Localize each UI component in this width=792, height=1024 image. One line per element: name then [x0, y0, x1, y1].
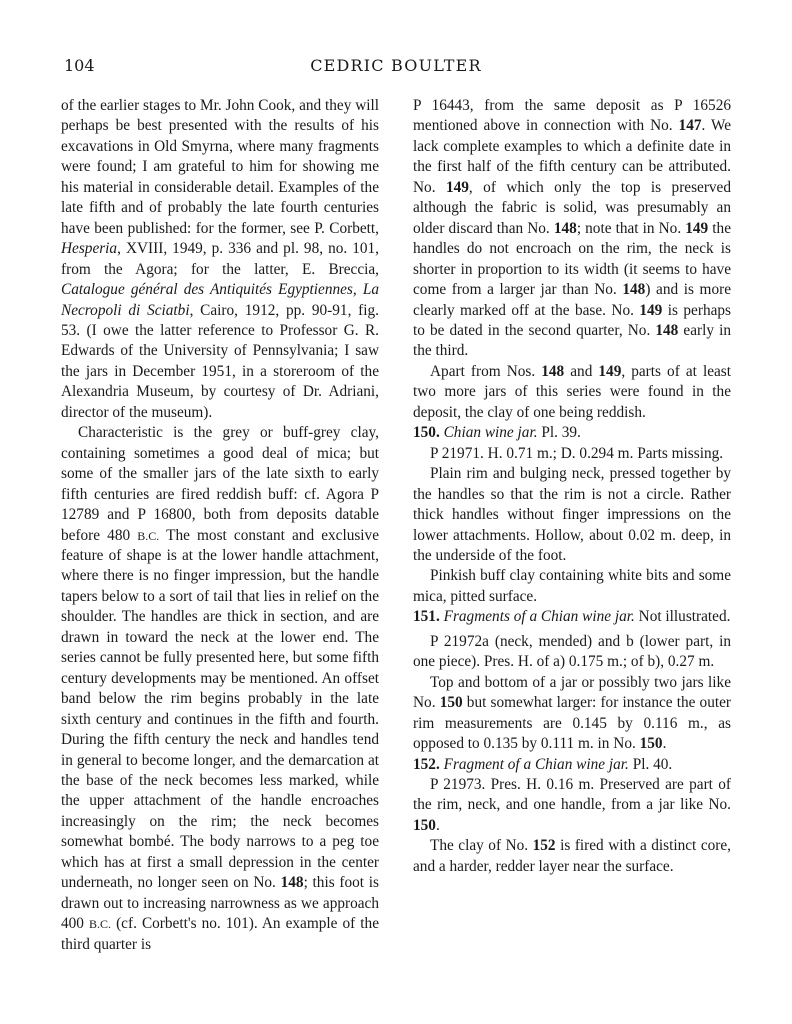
catalogue-entry-152-heading: 152. Fragment of a Chian wine jar. Pl. 40.: [413, 755, 673, 773]
right-column: [413, 96, 731, 877]
running-head: CEDRIC BOULTER: [310, 56, 482, 75]
paragraph: of the earlier stages to Mr. John Cook, and they will perhaps be best presented with the results of his excavations in Old Smyrna, where many fragments were found; I am grateful to him for showing me his material in considerable detail. Examples of the late fifth and of probably the late fourth centuries have been published: for the former, see P. Corbett, Hesperia, XVIII, 1949, p. 336 and pl. 98, no. 101, from the Agora; for the latter, E. Breccia, Catalogue général des Antiquités Egyptiennes, La Necropoli di Sciatbi, Cairo, 1912, pp. 90-91, fig. 53. (I owe the latter reference to Professor G. R. Edwards of the University of Pennsylvania; I saw the jars in December 1951, in a storeroom of the Alexandria Museum, by courtesy of Dr. Adriani, director of the museum).: [61, 97, 379, 421]
catalogue-entry-150-heading: 150. Chian wine jar. Pl. 39.: [413, 424, 581, 442]
entry-151-inventory: P 21972a (neck, mended) and b (lower part, in one piece). Pres. H. of a) 0.175 m.; of b), 0.27 m.: [413, 632, 731, 671]
left-column: [61, 96, 379, 955]
entry-150-clay: Pinkish buff clay containing white bits and some mica, pitted surface.: [413, 567, 731, 605]
page-header: [0, 56, 792, 80]
paragraph: Apart from Nos. 148 and 149, parts of at least two more jars of this series were found in the deposit, the clay of one being reddish.: [413, 362, 731, 421]
catalogue-entry-151-heading: 151. Fragments of a Chian wine jar. Not illustrated.: [413, 608, 731, 626]
paragraph: Characteristic is the grey or buff-grey clay, containing sometimes a good deal of mica; but some of the smaller jars of the late sixth to early fifth centuries are fired reddish buff: cf. Agora P 12789 and P 16800, both from deposits datable before 480 B.C. The most constant and exclusive feature of shape is at the lower handle attachment, where there is no finger impression, but the handle tapers below to a sort of tail that lies in relief on the shoulder. The handles are thick in section, and are drawn in toward the neck at the lower end. The series cannot be fully presented here, but some fifth century developments may be mentioned. An offset band below the rim begins probably in the late sixth century and continues in the fifth and fourth. During the fifth century the neck and handles tend in general to become longer, and the demarcation at the base of the neck becomes less marked, while the upper attachment of the handle encroaches increasingly on the rim; the neck becomes somewhat bombé. The body narrows to a peg toe which has at first a small depression in the center underneath, no longer seen on No. 148; this foot is drawn out to increasing narrowness as we approach 400 B.C. (cf. Corbett's no. 101). An example of the third quarter is: [61, 424, 379, 953]
entry-151-description: Top and bottom of a jar or possibly two jars like No. 150 but somewhat larger: for instance the outer rim measurements are 0.145 by 0.116 m., as opposed to 0.135 by 0.111 m. in No. 150.: [413, 673, 731, 753]
entry-152-clay: The clay of No. 152 is fired with a distinct core, and a harder, redder layer near the surface.: [413, 837, 731, 875]
entry-152-inventory: P 21973. Pres. H. 0.16 m. Preserved are part of the rim, neck, and one handle, from a jar like No. 150.: [413, 775, 731, 834]
paragraph: P 16443, from the same deposit as P 16526 mentioned above in connection with No. 147. We lack complete examples to which a definite date in the first half of the fifth century can be attributed. No. 149, of which only the top is preserved although the fabric is solid, was presumably an older discard than No. 148; note that in No. 149 the handles do not encroach on the rim, the neck is shorter in proportion to its width (it seems to have come from a larger jar than No. 148) and is more clearly marked off at the base. No. 149 is perhaps to be dated in the second quarter, No. 148 early in the third.: [413, 97, 732, 360]
entry-150-description: Plain rim and bulging neck, pressed together by the handles so that the rim is not a circle. Rather thick handles without finger impressions on the lower attachments. Hollow, about 0.02 m. deep, in the underside of the foot.: [413, 465, 731, 564]
page-number: 104: [64, 56, 95, 75]
entry-150-inventory: P 21971. H. 0.71 m.; D. 0.294 m. Parts missing.: [430, 444, 724, 462]
